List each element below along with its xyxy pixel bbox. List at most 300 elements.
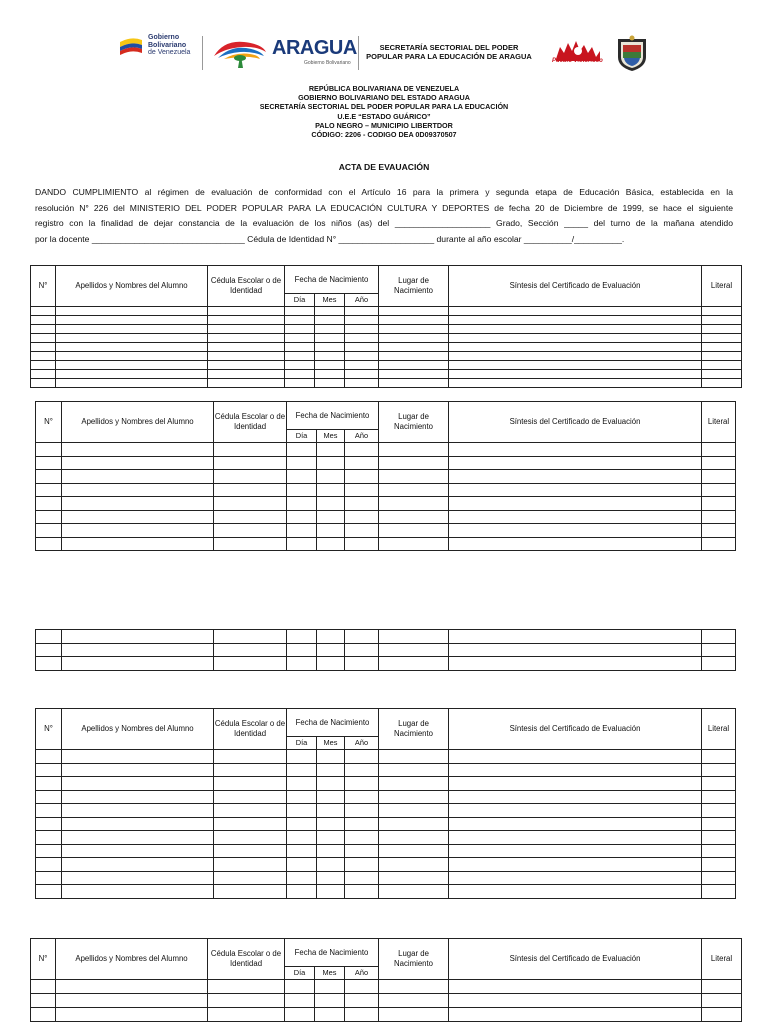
blank-cell[interactable] [36,537,62,551]
blank-cell[interactable] [449,643,702,657]
blank-cell[interactable] [702,750,736,764]
blank-cell[interactable] [62,817,214,831]
blank-cell[interactable] [449,456,702,470]
blank-cell[interactable] [56,980,208,994]
blank-cell[interactable] [214,537,287,551]
blank-cell[interactable] [315,316,345,325]
blank-cell[interactable] [449,885,702,899]
blank-cell[interactable] [287,831,317,845]
blank-cell[interactable] [214,763,287,777]
blank-cell[interactable] [379,630,449,644]
blank-cell[interactable] [208,352,285,361]
blank-cell[interactable] [379,1008,449,1022]
blank-cell[interactable] [345,334,379,343]
blank-cell[interactable] [287,537,317,551]
blank-cell[interactable] [317,790,345,804]
blank-cell[interactable] [214,871,287,885]
blank-cell[interactable] [702,379,742,388]
blank-cell[interactable] [702,524,736,538]
blank-cell[interactable] [317,777,345,791]
blank-cell[interactable] [315,307,345,316]
blank-cell[interactable] [449,334,702,343]
blank-cell[interactable] [56,334,208,343]
blank-cell[interactable] [36,470,62,484]
blank-cell[interactable] [345,885,379,899]
blank-cell[interactable] [214,777,287,791]
blank-cell[interactable] [449,524,702,538]
blank-cell[interactable] [345,1008,379,1022]
blank-cell[interactable] [287,524,317,538]
blank-cell[interactable] [449,343,702,352]
blank-cell[interactable] [449,980,702,994]
blank-cell[interactable] [62,750,214,764]
blank-cell[interactable] [56,316,208,325]
blank-cell[interactable] [702,343,742,352]
blank-cell[interactable] [379,456,449,470]
blank-cell[interactable] [287,763,317,777]
blank-cell[interactable] [287,443,317,457]
blank-cell[interactable] [62,858,214,872]
blank-cell[interactable] [36,750,62,764]
blank-cell[interactable] [449,443,702,457]
blank-cell[interactable] [214,510,287,524]
blank-cell[interactable] [449,352,702,361]
blank-cell[interactable] [208,343,285,352]
blank-cell[interactable] [449,325,702,334]
blank-cell[interactable] [317,657,345,671]
blank-cell[interactable] [36,630,62,644]
blank-cell[interactable] [317,750,345,764]
blank-cell[interactable] [702,307,742,316]
blank-cell[interactable] [449,361,702,370]
blank-cell[interactable] [214,657,287,671]
blank-cell[interactable] [62,657,214,671]
blank-cell[interactable] [62,630,214,644]
blank-cell[interactable] [379,352,449,361]
blank-cell[interactable] [287,750,317,764]
blank-cell[interactable] [449,817,702,831]
blank-cell[interactable] [317,483,345,497]
blank-cell[interactable] [345,980,379,994]
blank-cell[interactable] [317,763,345,777]
blank-cell[interactable] [702,804,736,818]
blank-cell[interactable] [31,325,56,334]
blank-cell[interactable] [214,858,287,872]
blank-cell[interactable] [214,456,287,470]
blank-cell[interactable] [345,325,379,334]
blank-cell[interactable] [287,470,317,484]
blank-cell[interactable] [379,361,449,370]
blank-cell[interactable] [345,352,379,361]
blank-cell[interactable] [214,443,287,457]
blank-cell[interactable] [214,885,287,899]
blank-cell[interactable] [345,858,379,872]
blank-cell[interactable] [317,804,345,818]
blank-cell[interactable] [317,885,345,899]
blank-cell[interactable] [317,443,345,457]
blank-cell[interactable] [62,777,214,791]
blank-cell[interactable] [36,497,62,511]
blank-cell[interactable] [317,470,345,484]
blank-cell[interactable] [379,980,449,994]
blank-cell[interactable] [285,370,315,379]
blank-cell[interactable] [31,352,56,361]
blank-cell[interactable] [287,483,317,497]
blank-cell[interactable] [345,307,379,316]
blank-cell[interactable] [702,817,736,831]
blank-cell[interactable] [36,871,62,885]
blank-cell[interactable] [449,657,702,671]
blank-cell[interactable] [36,643,62,657]
blank-cell[interactable] [379,817,449,831]
blank-cell[interactable] [379,885,449,899]
blank-cell[interactable] [285,980,315,994]
blank-cell[interactable] [345,316,379,325]
blank-cell[interactable] [56,343,208,352]
blank-cell[interactable] [702,316,742,325]
blank-cell[interactable] [449,831,702,845]
blank-cell[interactable] [36,777,62,791]
blank-cell[interactable] [31,307,56,316]
blank-cell[interactable] [379,657,449,671]
blank-cell[interactable] [315,361,345,370]
blank-cell[interactable] [208,361,285,370]
blank-cell[interactable] [702,483,736,497]
blank-cell[interactable] [56,325,208,334]
blank-cell[interactable] [36,510,62,524]
blank-cell[interactable] [317,456,345,470]
blank-cell[interactable] [702,537,736,551]
blank-cell[interactable] [702,994,742,1008]
blank-cell[interactable] [379,777,449,791]
blank-cell[interactable] [214,831,287,845]
blank-cell[interactable] [315,370,345,379]
blank-cell[interactable] [317,497,345,511]
blank-cell[interactable] [36,858,62,872]
blank-cell[interactable] [702,334,742,343]
blank-cell[interactable] [379,804,449,818]
blank-cell[interactable] [379,497,449,511]
blank-cell[interactable] [449,379,702,388]
blank-cell[interactable] [315,980,345,994]
blank-cell[interactable] [287,777,317,791]
blank-cell[interactable] [379,483,449,497]
blank-cell[interactable] [345,510,379,524]
blank-cell[interactable] [62,456,214,470]
blank-cell[interactable] [449,630,702,644]
blank-cell[interactable] [214,643,287,657]
blank-cell[interactable] [449,763,702,777]
blank-cell[interactable] [702,325,742,334]
blank-cell[interactable] [315,334,345,343]
blank-cell[interactable] [449,790,702,804]
blank-cell[interactable] [345,657,379,671]
blank-cell[interactable] [702,443,736,457]
blank-cell[interactable] [31,994,56,1008]
blank-cell[interactable] [702,643,736,657]
blank-cell[interactable] [379,443,449,457]
blank-cell[interactable] [287,871,317,885]
blank-cell[interactable] [379,643,449,657]
blank-cell[interactable] [214,750,287,764]
blank-cell[interactable] [379,844,449,858]
blank-cell[interactable] [449,1008,702,1022]
blank-cell[interactable] [208,980,285,994]
blank-cell[interactable] [345,817,379,831]
blank-cell[interactable] [315,325,345,334]
blank-cell[interactable] [345,994,379,1008]
blank-cell[interactable] [317,858,345,872]
blank-cell[interactable] [379,537,449,551]
blank-cell[interactable] [702,456,736,470]
blank-cell[interactable] [62,871,214,885]
blank-cell[interactable] [287,844,317,858]
blank-cell[interactable] [317,524,345,538]
blank-cell[interactable] [379,524,449,538]
blank-cell[interactable] [379,763,449,777]
blank-cell[interactable] [31,379,56,388]
blank-cell[interactable] [702,630,736,644]
blank-cell[interactable] [287,497,317,511]
blank-cell[interactable] [702,352,742,361]
blank-cell[interactable] [449,483,702,497]
blank-cell[interactable] [345,524,379,538]
blank-cell[interactable] [62,470,214,484]
blank-cell[interactable] [36,443,62,457]
blank-cell[interactable] [315,1008,345,1022]
blank-cell[interactable] [62,537,214,551]
blank-cell[interactable] [31,980,56,994]
blank-cell[interactable] [345,871,379,885]
blank-cell[interactable] [345,777,379,791]
blank-cell[interactable] [208,379,285,388]
blank-cell[interactable] [36,831,62,845]
blank-cell[interactable] [345,443,379,457]
blank-cell[interactable] [379,307,449,316]
blank-cell[interactable] [702,858,736,872]
blank-cell[interactable] [345,643,379,657]
blank-cell[interactable] [31,334,56,343]
blank-cell[interactable] [449,470,702,484]
blank-cell[interactable] [449,316,702,325]
blank-cell[interactable] [62,790,214,804]
blank-cell[interactable] [702,831,736,845]
blank-cell[interactable] [317,844,345,858]
blank-cell[interactable] [36,817,62,831]
blank-cell[interactable] [315,994,345,1008]
blank-cell[interactable] [379,379,449,388]
blank-cell[interactable] [287,885,317,899]
blank-cell[interactable] [214,630,287,644]
blank-cell[interactable] [345,370,379,379]
blank-cell[interactable] [379,750,449,764]
blank-cell[interactable] [285,343,315,352]
blank-cell[interactable] [214,524,287,538]
blank-cell[interactable] [287,510,317,524]
blank-cell[interactable] [214,790,287,804]
blank-cell[interactable] [449,994,702,1008]
blank-cell[interactable] [285,352,315,361]
blank-cell[interactable] [449,750,702,764]
blank-cell[interactable] [702,763,736,777]
blank-cell[interactable] [285,1008,315,1022]
blank-cell[interactable] [56,994,208,1008]
blank-cell[interactable] [285,325,315,334]
blank-cell[interactable] [56,370,208,379]
blank-cell[interactable] [702,844,736,858]
blank-cell[interactable] [702,470,736,484]
blank-cell[interactable] [449,844,702,858]
blank-cell[interactable] [317,537,345,551]
blank-cell[interactable] [702,361,742,370]
blank-cell[interactable] [345,483,379,497]
blank-cell[interactable] [702,497,736,511]
blank-cell[interactable] [285,316,315,325]
blank-cell[interactable] [31,361,56,370]
blank-cell[interactable] [287,657,317,671]
blank-cell[interactable] [36,456,62,470]
blank-cell[interactable] [36,885,62,899]
blank-cell[interactable] [379,334,449,343]
blank-cell[interactable] [345,470,379,484]
blank-cell[interactable] [345,790,379,804]
blank-cell[interactable] [702,885,736,899]
blank-cell[interactable] [379,790,449,804]
blank-cell[interactable] [317,643,345,657]
blank-cell[interactable] [379,370,449,379]
blank-cell[interactable] [345,456,379,470]
blank-cell[interactable] [31,316,56,325]
blank-cell[interactable] [379,343,449,352]
blank-cell[interactable] [702,777,736,791]
blank-cell[interactable] [345,630,379,644]
blank-cell[interactable] [287,643,317,657]
blank-cell[interactable] [285,361,315,370]
blank-cell[interactable] [702,871,736,885]
blank-cell[interactable] [379,510,449,524]
blank-cell[interactable] [56,361,208,370]
blank-cell[interactable] [317,817,345,831]
blank-cell[interactable] [36,763,62,777]
blank-cell[interactable] [62,804,214,818]
blank-cell[interactable] [702,1008,742,1022]
blank-cell[interactable] [287,630,317,644]
blank-cell[interactable] [345,831,379,845]
blank-cell[interactable] [449,370,702,379]
blank-cell[interactable] [345,361,379,370]
blank-cell[interactable] [379,994,449,1008]
blank-cell[interactable] [208,307,285,316]
blank-cell[interactable] [702,657,736,671]
blank-cell[interactable] [345,750,379,764]
blank-cell[interactable] [449,777,702,791]
blank-cell[interactable] [36,844,62,858]
blank-cell[interactable] [56,352,208,361]
blank-cell[interactable] [287,456,317,470]
blank-cell[interactable] [214,483,287,497]
blank-cell[interactable] [285,334,315,343]
blank-cell[interactable] [208,994,285,1008]
blank-cell[interactable] [287,804,317,818]
blank-cell[interactable] [214,497,287,511]
blank-cell[interactable] [31,1008,56,1022]
blank-cell[interactable] [36,657,62,671]
blank-cell[interactable] [62,763,214,777]
blank-cell[interactable] [285,307,315,316]
blank-cell[interactable] [36,524,62,538]
blank-cell[interactable] [36,483,62,497]
blank-cell[interactable] [214,470,287,484]
blank-cell[interactable] [345,343,379,352]
blank-cell[interactable] [317,871,345,885]
blank-cell[interactable] [31,370,56,379]
blank-cell[interactable] [317,831,345,845]
blank-cell[interactable] [62,844,214,858]
blank-cell[interactable] [208,316,285,325]
blank-cell[interactable] [214,844,287,858]
blank-cell[interactable] [379,470,449,484]
blank-cell[interactable] [317,630,345,644]
blank-cell[interactable] [315,379,345,388]
blank-cell[interactable] [702,510,736,524]
blank-cell[interactable] [208,370,285,379]
blank-cell[interactable] [315,352,345,361]
blank-cell[interactable] [449,497,702,511]
blank-cell[interactable] [36,804,62,818]
blank-cell[interactable] [702,980,742,994]
blank-cell[interactable] [36,790,62,804]
blank-cell[interactable] [62,885,214,899]
blank-cell[interactable] [285,994,315,1008]
blank-cell[interactable] [702,370,742,379]
blank-cell[interactable] [208,1008,285,1022]
blank-cell[interactable] [345,379,379,388]
blank-cell[interactable] [345,844,379,858]
blank-cell[interactable] [449,537,702,551]
blank-cell[interactable] [56,1008,208,1022]
blank-cell[interactable] [62,643,214,657]
blank-cell[interactable] [214,804,287,818]
blank-cell[interactable] [56,307,208,316]
blank-cell[interactable] [345,804,379,818]
blank-cell[interactable] [345,537,379,551]
blank-cell[interactable] [214,817,287,831]
blank-cell[interactable] [287,858,317,872]
blank-cell[interactable] [449,858,702,872]
blank-cell[interactable] [315,343,345,352]
blank-cell[interactable] [449,510,702,524]
blank-cell[interactable] [379,316,449,325]
blank-cell[interactable] [449,307,702,316]
blank-cell[interactable] [62,443,214,457]
blank-cell[interactable] [62,524,214,538]
blank-cell[interactable] [31,343,56,352]
blank-cell[interactable] [379,831,449,845]
blank-cell[interactable] [702,790,736,804]
blank-cell[interactable] [62,510,214,524]
blank-cell[interactable] [56,379,208,388]
blank-cell[interactable] [379,871,449,885]
blank-cell[interactable] [287,790,317,804]
blank-cell[interactable] [62,497,214,511]
blank-cell[interactable] [345,497,379,511]
blank-cell[interactable] [62,483,214,497]
blank-cell[interactable] [317,510,345,524]
blank-cell[interactable] [287,817,317,831]
blank-cell[interactable] [208,325,285,334]
blank-cell[interactable] [285,379,315,388]
blank-cell[interactable] [379,325,449,334]
